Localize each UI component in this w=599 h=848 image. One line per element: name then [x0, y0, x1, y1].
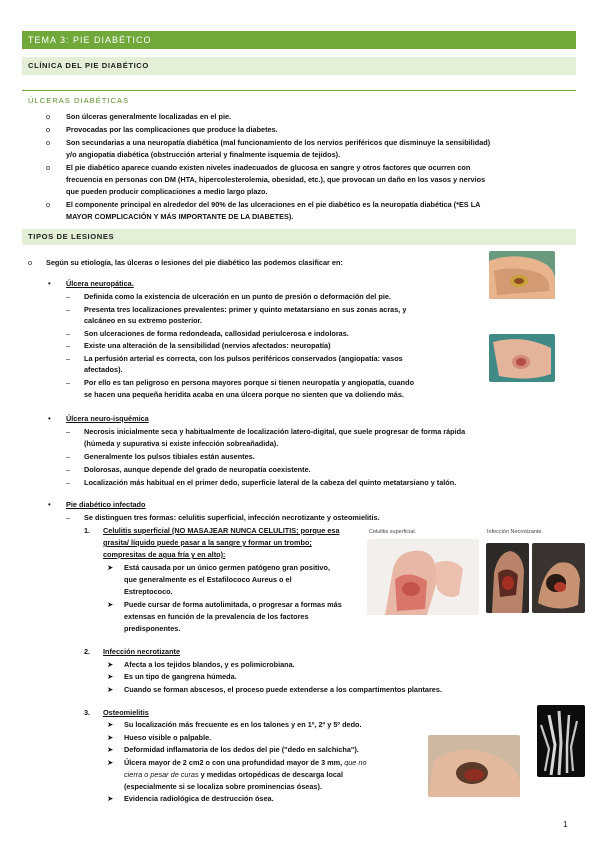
xray-photo — [537, 705, 585, 777]
list-item: Existe una alteración de la sensibilidad (nervios afectados: neuropatía) — [84, 341, 331, 350]
arrow-bullet-icon: ➤ — [107, 794, 114, 803]
list-item: Son secundarias a una neuropatía diabética (mal funcionamiento de los nervios periféricos que disminuye la sensibilidad) — [66, 138, 491, 147]
section-header: CLÍNICA DEL PIE DIABÉTICO — [22, 57, 576, 75]
list-item: Por ello es tan peligroso en persona mayores porque si tienen neuropatía y angiopatía, cuando — [84, 378, 415, 387]
bullet-dot: • — [48, 500, 51, 509]
dash: – — [66, 305, 71, 314]
dash: – — [66, 478, 71, 487]
divider — [22, 90, 576, 91]
arrow-bullet-icon: ➤ — [107, 745, 114, 754]
bullet-o: o — [46, 125, 51, 134]
list-item-cont: se hacen una pequeña heridita acaba en una úlcera porque no sienten que va doliendo más. — [84, 390, 404, 399]
subsection-heading: ÚLCERAS DIABÉTICAS — [28, 96, 130, 105]
list-item-cont: (especialmente si se localiza sobre prominencias óseas). — [124, 782, 322, 791]
italic-text: que no — [344, 758, 367, 767]
bullet-o: o — [46, 138, 51, 147]
arrow-bullet-icon: ➤ — [107, 600, 114, 609]
bullet-o: o — [28, 258, 33, 267]
dash: – — [66, 465, 71, 474]
list-item: Deformidad inflamatoria de los dedos del pie ("dedo en salchicha"). — [124, 745, 359, 754]
dash: – — [66, 427, 71, 436]
celulitis-title-cont: grasita/ líquido puede pasar a la sangre y formar un trombo; — [103, 538, 312, 547]
list-item: Se distinguen tres formas: celulitis superficial, infección necrotizante y osteomielitis. — [84, 513, 380, 522]
list-item: Dolorosas, aunque depende del grado de neuropatía coexistente. — [84, 465, 311, 474]
list-item-cont: MAYOR COMPLICACIÓN Y MÁS IMPORTANTE DE LA DIABETES). — [66, 212, 294, 221]
bullet-dot: • — [48, 279, 51, 288]
list-item-text: Úlcera mayor de 2 cm2 o con una profundidad mayor de 3 mm, — [124, 758, 343, 767]
list-item: Su localización más frecuente es en los talones y en 1º, 2º y 5º dedo. — [124, 720, 362, 729]
list-item-cont: afectados). — [84, 365, 123, 374]
list-item-cont: Estreptococo. — [124, 587, 173, 596]
foot-ulcer-photo-2 — [489, 334, 555, 382]
arrow-bullet-icon: ➤ — [107, 660, 114, 669]
list-item-cont: y/o angiopatía diabética (obstrucción arterial y finalmente isquemia de tejidos). — [66, 150, 341, 159]
necrotizing-photo-1 — [486, 543, 529, 613]
list-item-cont: extensas en función de la prevalencia de los factores — [124, 612, 309, 621]
list-item-cont: (húmeda y supurativa si existe infección sobreañadida). — [84, 439, 279, 448]
list-item-cont: calcáneo en su extremo posterior. — [84, 316, 203, 325]
celulitis-title-cont: compresitas de agua fría y en alto): — [103, 550, 226, 559]
list-item: Necrosis inicialmente seca y habitualmente de localización latero-digital, que suele progresar de forma rápida — [84, 427, 466, 436]
bullet-o: o — [46, 112, 51, 121]
dash: – — [66, 378, 71, 387]
list-item: Provocadas por las complicaciones que produce la diabetes. — [66, 125, 278, 134]
necrotizante-title: Infección necrotizante — [103, 647, 181, 656]
list-item: Generalmente los pulsos tibiales están ausentes. — [84, 452, 255, 461]
osteomielitis-title: Osteomielitis — [103, 708, 149, 717]
celulitis-title: Celulitis superficial (NO MASAJEAR NUNCA CELULITIS; porque esa — [103, 526, 340, 535]
italic-text: cierra o pesar de curas — [124, 770, 199, 779]
page-number: 1 — [563, 820, 568, 829]
list-item: Definida como la existencia de ulceración en un punto de presión o deformación del pie. — [84, 292, 391, 301]
neuropatica-title: Úlcera neuropática. — [66, 279, 134, 288]
list-item: El componente principal en alrededor del 90% de las ulceraciones en el pie diabético es la neuropatía diabética (*ES LA — [66, 200, 481, 209]
item-number: 2. — [84, 647, 91, 656]
list-item: Son ulceraciones de forma redondeada, callosidad periulcerosa e indoloras. — [84, 329, 349, 338]
dash: – — [66, 452, 71, 461]
tipos-header: TIPOS DE LESIONES — [22, 229, 576, 245]
dash: – — [66, 513, 71, 522]
osteomyelitis-photo — [428, 735, 520, 797]
list-item — [124, 758, 367, 768]
list-item: Evidencia radiológica de destrucción ósea. — [124, 794, 274, 803]
list-item-cont: predisponentes. — [124, 624, 181, 633]
arrow-bullet-icon: ➤ — [107, 685, 114, 694]
infectado-title: Pie diabético infectado — [66, 500, 146, 509]
list-item: Hueso visible o palpable. — [124, 733, 212, 742]
bullet-o: o — [46, 200, 51, 209]
dash: – — [66, 354, 71, 363]
arrow-bullet-icon: ➤ — [107, 672, 114, 681]
foot-ulcer-photo-1 — [489, 251, 555, 299]
cellulitis-photo — [367, 539, 479, 615]
list-item: Localización más habitual en el primer dedo, superficie lateral de la cabeza del quinto metatarsiano y talón. — [84, 478, 457, 487]
dash: – — [66, 329, 71, 338]
list-item: Cuando se forman abscesos, el proceso puede extenderse a los compartimentos plantares. — [124, 685, 442, 694]
neuroisquemica-title: Úlcera neuro-isquémica — [66, 414, 149, 423]
list-item: Es un tipo de gangrena húmeda. — [124, 672, 237, 681]
dash: – — [66, 341, 71, 350]
caption: Infección Necrotizante. — [487, 529, 543, 535]
list-item: Puede cursar de forma autolimitada, o progresar a formas más — [124, 600, 342, 609]
list-item: Son úlceras generalmente localizadas en el pie. — [66, 112, 232, 121]
arrow-bullet-icon: ➤ — [107, 733, 114, 742]
arrow-bullet-icon: ➤ — [107, 758, 114, 767]
item-number: 3. — [84, 708, 91, 717]
item-number: 1. — [84, 526, 91, 535]
topic-header: TEMA 3: PIE DIABÉTICO — [22, 31, 576, 49]
list-item-cont: que pueden producir complicaciones a medio largo plazo. — [66, 187, 268, 196]
tipos-intro: Según su etiología, las úlceras o lesiones del pie diabético las podemos clasificar en: — [46, 258, 343, 267]
arrow-bullet-icon: ➤ — [107, 563, 114, 572]
list-item-cont — [124, 770, 343, 780]
list-item: La perfusión arterial es correcta, con los pulsos periféricos conservados (angiopatía: vasos — [84, 354, 403, 363]
list-item-text: y medidas ortopédicas de descarga local — [200, 770, 344, 779]
list-item: Afecta a los tejidos blandos, y es polimicrobiana. — [124, 660, 295, 669]
dash: – — [66, 292, 71, 301]
bullet-o: o — [46, 163, 51, 172]
caption: Celulitis superficial. — [369, 529, 417, 535]
list-item: Presenta tres localizaciones prevalentes: primer y quinto metatarsiano en sus zonas acras, y — [84, 305, 407, 314]
arrow-bullet-icon: ➤ — [107, 720, 114, 729]
list-item: Está causada por un único germen patógeno gran positivo, — [124, 563, 330, 572]
list-item: El pie diabético aparece cuando existen niveles inadecuados de glucosa en sangre y otros factores que ocurren con — [66, 163, 471, 172]
list-item-cont: que generalmente es el Estafilococo Aureus o el — [124, 575, 292, 584]
necrotizing-photo-2 — [532, 543, 585, 613]
list-item-cont: frecuencia en personas con DM (HTA, hipercolesterolemia, obesidad, etc.), que provocan un daño en los vasos y nervios — [66, 175, 486, 184]
bullet-dot: • — [48, 414, 51, 423]
